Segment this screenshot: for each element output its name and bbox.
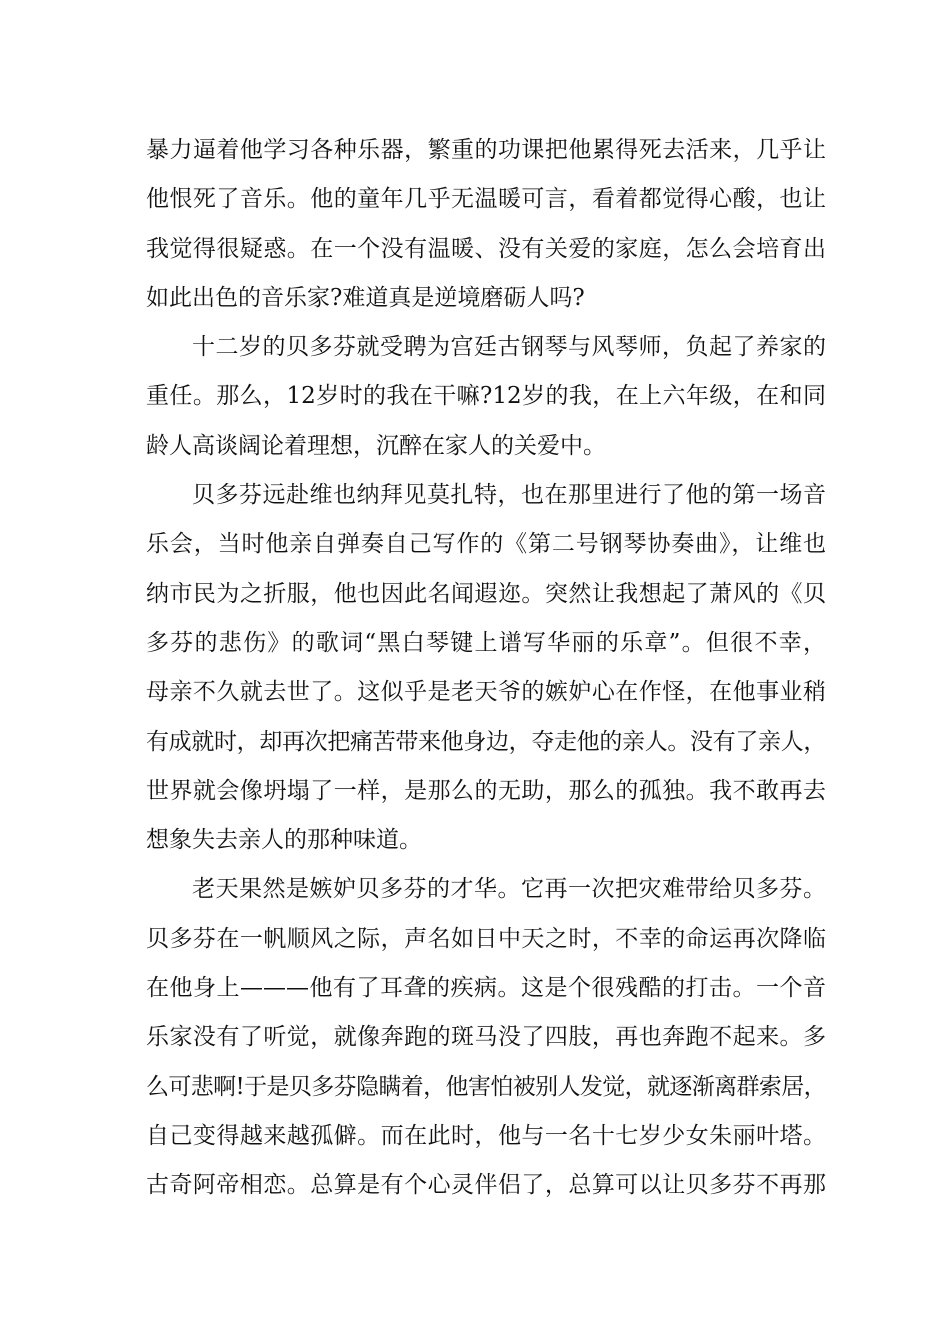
text-line: 贝多芬远赴维也纳拜见莫扎特，也在那里进行了他的第一场音: [192, 482, 826, 509]
text-line: 自己变得越来越孤僻。而在此时，他与一名十七岁少女朱丽叶塔。: [146, 1122, 826, 1149]
text-line: 如此出色的音乐家?难道真是逆境磨砺人吗?: [146, 284, 585, 311]
text-line: 纳市民为之折服，他也因此名闻遐迩。突然让我想起了萧风的《贝: [146, 580, 826, 607]
body-text: [146, 126, 826, 1211]
text-line: 龄人高谈阔论着理想，沉醉在家人的关爱中。: [146, 432, 606, 459]
text-line: 十二岁的贝多芬就受聘为宫廷古钢琴与风琴师，负起了养家的: [192, 334, 826, 361]
text-line: 有成就时，却再次把痛苦带来他身边，夺走他的亲人。没有了亲人，: [146, 728, 826, 755]
text-line: 老天果然是嫉妒贝多芬的才华。它再一次把灾难带给贝多芬。: [192, 876, 826, 903]
text-line: 想象失去亲人的那种味道。: [146, 827, 422, 854]
text-line: 贝多芬在一帆顺风之际，声名如日中天之时，不幸的命运再次降临: [146, 925, 826, 952]
text-line: 我觉得很疑惑。在一个没有温暖、没有关爱的家庭，怎么会培育出: [146, 235, 826, 262]
text-line: 世界就会像坍塌了一样，是那么的无助，那么的孤独。我不敢再去: [146, 777, 826, 804]
text-line: 重任。那么，12岁时的我在干嘛?12岁的我，在上六年级，在和同: [146, 383, 826, 410]
text-line: 他恨死了音乐。他的童年几乎无温暖可言，看着都觉得心酸，也让: [146, 186, 826, 213]
text-line: 在他身上———他有了耳聋的疾病。这是个很残酷的打击。一个音: [146, 975, 826, 1002]
text-line: 母亲不久就去世了。这似乎是老天爷的嫉妒心在作怪，在他事业稍: [146, 679, 826, 706]
text-line: 么可悲啊!于是贝多芬隐瞒着，他害怕被别人发觉，就逐渐离群索居，: [146, 1073, 826, 1100]
text-line: 乐家没有了听觉，就像奔跑的斑马没了四肢，再也奔跑不起来。多: [146, 1024, 826, 1051]
text-line: 古奇阿帝相恋。总算是有个心灵伴侣了，总算可以让贝多芬不再那: [146, 1172, 826, 1199]
text-line: 多芬的悲伤》的歌词“黑白琴键上谱写华丽的乐章”。但很不幸，: [146, 629, 826, 656]
text-line: 乐会，当时他亲自弹奏自己写作的《第二号钢琴协奏曲》，让维也: [146, 531, 826, 558]
text-line: 暴力逼着他学习各种乐器，繁重的功课把他累得死去活来，几乎让: [146, 137, 826, 163]
